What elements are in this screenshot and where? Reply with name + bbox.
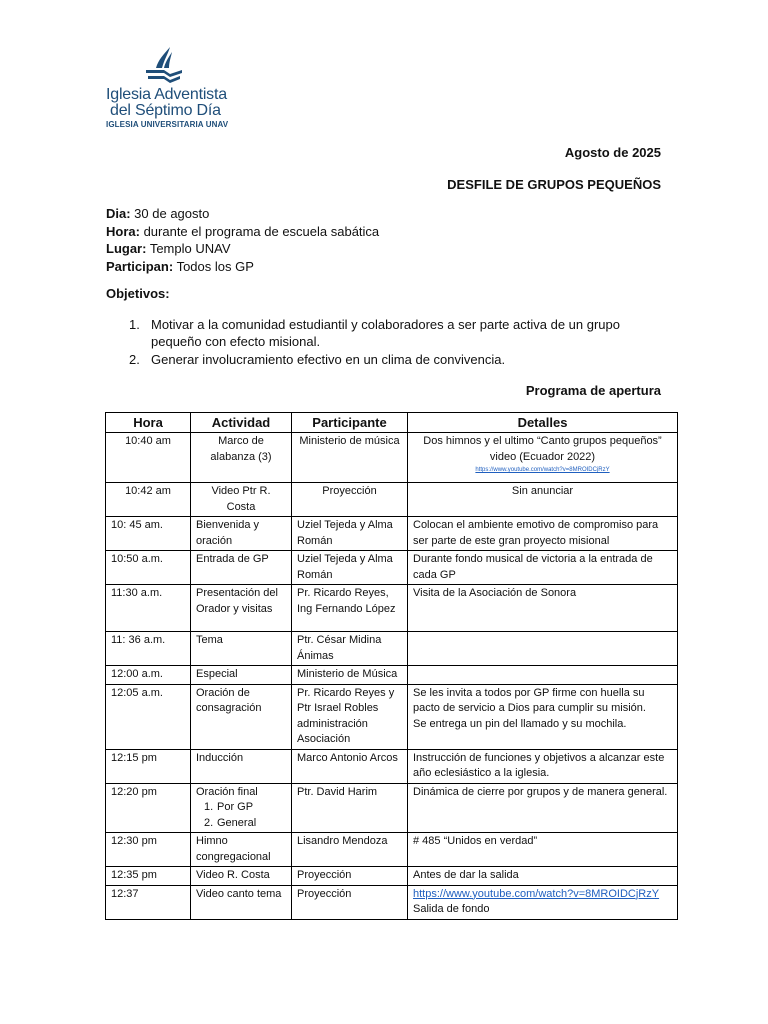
logo-line2: del Séptimo Día — [110, 102, 221, 119]
hora-value: durante el programa de escuela sabática — [139, 223, 380, 239]
dia-label: Dia: — [106, 206, 131, 221]
info-participan — [106, 258, 379, 276]
sub-item-number: 1. — [204, 801, 214, 813]
cell-participante: Ptr. César Midina Ánimas — [292, 632, 408, 666]
table-row — [106, 666, 678, 685]
table-row — [106, 483, 678, 517]
lugar-value: Templo UNAV — [146, 241, 231, 256]
cell-actividad: Especial — [191, 666, 292, 685]
program-table — [105, 412, 678, 920]
cell-hora: 12:37 — [106, 885, 191, 919]
cell-participante: Proyección — [292, 885, 408, 919]
lugar-label: Lugar: — [106, 241, 147, 256]
cell-actividad: Himno congregacional — [191, 833, 292, 867]
logo-line3: IGLESIA UNIVERSITARIA UNAV — [106, 120, 229, 129]
objective-text: Generar involucramiento efectivo en un clima de convivencia. — [151, 352, 506, 367]
table-header-row — [106, 413, 678, 433]
cell-hora: 10:50 a.m. — [106, 551, 191, 585]
cell-participante: Pr. Ricardo Reyes y Ptr Israel Robles administración Asociación — [292, 684, 408, 749]
cell-participante: Uziel Tejeda y Alma Román — [292, 517, 408, 551]
objective-item — [106, 351, 666, 368]
objectives-list — [106, 316, 666, 369]
cell-detalles: Sin anunciar — [408, 483, 678, 517]
cell-actividad: Presentación del Orador y visitas — [191, 585, 292, 632]
cell-hora: 11:30 a.m. — [106, 585, 191, 632]
sub-item-text: Por GP — [217, 801, 254, 813]
dia-value: 30 de agosto — [130, 206, 210, 221]
church-logo — [106, 46, 256, 129]
table-row — [106, 433, 678, 483]
info-lugar — [106, 240, 379, 258]
cell-hora: 12:30 pm — [106, 833, 191, 867]
document-date: Agosto de 2025 — [564, 145, 661, 160]
video-link[interactable]: https://www.youtube.com/watch?v=8MROIDCjRzY — [475, 467, 610, 473]
cell-participante: Lisandro Mendoza — [292, 833, 408, 867]
table-row — [106, 684, 678, 749]
participan-value: Todos los GP — [173, 258, 254, 274]
sub-item — [196, 816, 286, 832]
participan-label: Participan: — [106, 258, 174, 274]
cell-participante: Proyección — [292, 867, 408, 886]
cell-actividad: Oración de consagración — [191, 684, 292, 749]
header-detalles: Detalles — [408, 413, 678, 433]
info-hora — [106, 223, 379, 241]
cell-actividad: Inducción — [191, 749, 292, 783]
cell-detalles: Durante fondo musical de victoria a la entrada de cada GP — [408, 551, 678, 585]
document-title: DESFILE DE GRUPOS PEQUEÑOS — [447, 177, 661, 192]
cell-detalles — [408, 632, 678, 666]
header-actividad: Actividad — [191, 413, 292, 433]
objective-number: 2. — [129, 352, 140, 367]
cell-detalles: Dinámica de cierre por grupos y de manera general. — [408, 783, 678, 833]
sub-item-text: General — [217, 816, 257, 829]
objective-item — [106, 316, 666, 350]
sub-item-number: 2. — [204, 816, 214, 829]
table-row — [106, 833, 678, 867]
cell-detalles: Instrucción de funciones y objetivos a alcanzar este año eclesiástico a la iglesia. — [408, 749, 678, 783]
cell-detalles: Colocan el ambiente emotivo de compromiso para ser parte de este gran proyecto misional — [408, 517, 678, 551]
cell-detalles — [408, 433, 678, 483]
cell-hora: 12:15 pm — [106, 749, 191, 783]
video-link[interactable]: https://www.youtube.com/watch?v=8MROIDCjRzY — [413, 887, 660, 900]
cell-hora: 10: 45 am. — [106, 517, 191, 551]
cell-participante: Uziel Tejeda y Alma Román — [292, 551, 408, 585]
table-row — [106, 632, 678, 666]
sub-item — [196, 800, 286, 816]
cell-actividad: Video R. Costa — [191, 867, 292, 886]
detalles-text: Se les invita a todos por GP firme con huella su pacto de servicio a Dios para cumplir su misión. — [413, 686, 646, 714]
detalles-text-2: Se entrega un pin del llamado y su mochila. — [413, 717, 627, 730]
cell-actividad: Bienvenida y oración — [191, 517, 292, 551]
cell-detalles: Antes de dar la salida — [408, 867, 678, 886]
cell-participante: Ptr. David Harim — [292, 783, 408, 833]
cell-hora: 10:40 am — [106, 433, 191, 483]
cell-participante: Marco Antonio Arcos — [292, 749, 408, 783]
detalles-text: Salida de fondo — [413, 903, 490, 915]
cell-actividad: Marco de alabanza (3) — [191, 433, 292, 483]
objective-number: 1. — [129, 317, 140, 332]
event-info — [106, 205, 379, 275]
cell-actividad: Entrada de GP — [191, 551, 292, 585]
objectives-title: Objetivos: — [106, 286, 170, 301]
cell-participante: Pr. Ricardo Reyes, Ing Fernando López — [292, 585, 408, 632]
table-row — [106, 783, 678, 833]
table-row — [106, 551, 678, 585]
cell-detalles — [408, 885, 678, 919]
cell-participante: Proyección — [292, 483, 408, 517]
cell-hora: 12:35 pm — [106, 867, 191, 886]
table-row — [106, 585, 678, 632]
cell-hora: 12:00 a.m. — [106, 666, 191, 685]
logo-line1: Iglesia Adventista — [106, 86, 227, 103]
table-row — [106, 749, 678, 783]
cell-actividad: Video Ptr R. Costa — [191, 483, 292, 517]
cell-hora: 12:05 a.m. — [106, 684, 191, 749]
adventist-flame-icon — [144, 46, 184, 84]
actividad-text: Oración final — [196, 785, 258, 798]
cell-detalles — [408, 684, 678, 749]
info-dia — [106, 205, 379, 223]
hora-label: Hora: — [106, 223, 140, 239]
table-row — [106, 517, 678, 551]
header-participante: Participante — [292, 413, 408, 433]
cell-participante: Ministerio de música — [292, 433, 408, 483]
cell-detalles: # 485 “Unidos en verdad” — [408, 833, 678, 867]
header-hora: Hora — [106, 413, 191, 433]
cell-actividad — [191, 783, 292, 833]
objective-text: Motivar a la comunidad estudiantil y colaboradores a ser parte activa de un grupo pequeño con efecto misional. — [151, 317, 620, 349]
program-title: Programa de apertura — [525, 383, 661, 398]
cell-detalles — [408, 666, 678, 685]
detalles-text: Dos himnos y el ultimo “Canto grupos pequeños” video (Ecuador 2022) — [423, 435, 662, 463]
cell-hora: 10:42 am — [106, 483, 191, 517]
table-row — [106, 885, 678, 919]
cell-actividad: Tema — [191, 632, 292, 666]
cell-participante: Ministerio de Música — [292, 666, 408, 685]
table-row — [106, 867, 678, 886]
cell-actividad: Video canto tema — [191, 885, 292, 919]
cell-detalles: Visita de la Asociación de Sonora — [408, 585, 678, 632]
cell-hora: 11: 36 a.m. — [106, 632, 191, 666]
cell-hora: 12:20 pm — [106, 783, 191, 833]
